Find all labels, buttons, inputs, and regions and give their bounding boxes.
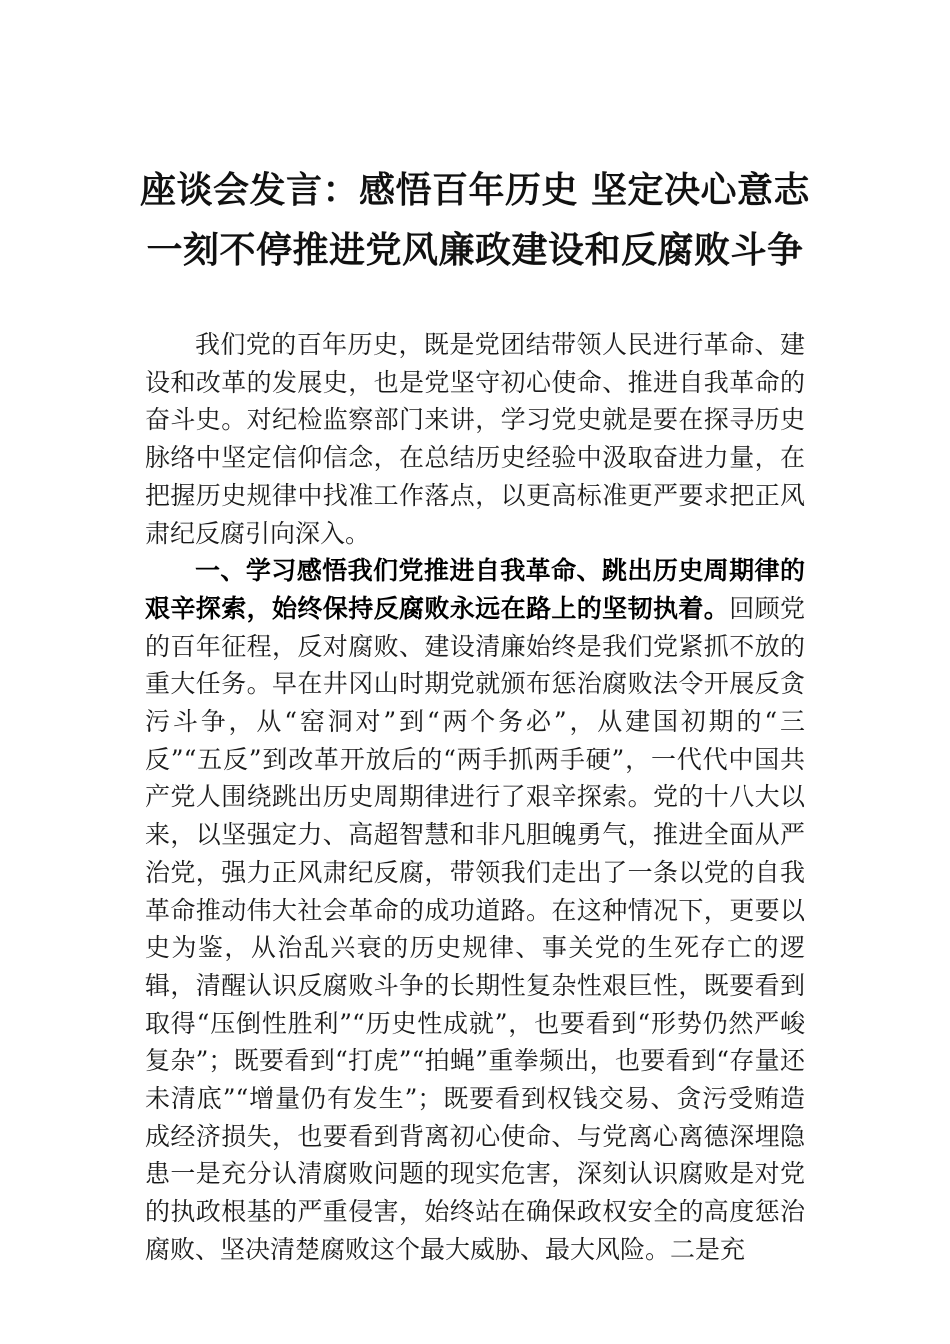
title-line-1: 座谈会发言：感悟百年历史 坚定决心意志 [139, 169, 811, 211]
title-line-2: 一刻不停推进党风廉政建设和反腐败斗争 [146, 229, 804, 271]
intro-paragraph: 我们党的百年历史，既是党团结带领人民进行革命、建设和改革的发展史，也是党坚守初心使命、推进自我革命的奋斗史。对纪检监察部门来讲，学习党史就是要在探寻历史脉络中坚定信仰信念，在总结历史经验中汲取奋进力量，在把握历史规律中找准工作落点，以更高标准更严要求把正风肃纪反腐引向深入。 [145, 330, 805, 548]
section-1-paragraph [145, 552, 805, 1268]
section-1-heading: 一、学习感悟我们党推进自我革命、跳出历史周期律的艰辛探索，始终保持反腐败永远在路上的坚韧执着。 [145, 556, 805, 623]
document-title [100, 160, 850, 280]
section-1-body: 回顾党的百年征程，反对腐败、建设清廉始终是我们党紧抓不放的重大任务。早在井冈山时期党就颁布惩治腐败法令开展反贪污斗争，从“窑洞对”到“两个务必”，从建国初期的“三反”“五反”到改革开放后的“两手抓两手硬”，一代代中国共产党人围绕跳出历史周期律进行了艰辛探索。党的十八大以来，以坚强定力、高超智慧和非凡胆魄勇气，推进全面从严治党，强力正风肃纪反腐，带领我们走出了一条以党的自我革命推动伟大社会革命的成功道路。在这种情况下，更要以史为鉴，从治乱兴衰的历史规律、事关党的生死存亡的逻辑，清醒认识反腐败斗争的长期性复杂性艰巨性，既要看到取得“压倒性胜利”“历史性成就”，也要看到“形势仍然严峻复杂”；既要看到“打虎”“拍蝇”重拳频出，也要看到“存量还未清底”“增量仍有发生”；既要看到权钱交易、贪污受贿造成经济损失，也要看到背离初心使命、与党离心离德深埋隐患一是充分认清腐败问题的现实危害，深刻认识腐败是对党的执政根基的严重侵害，始终站在确保政权安全的高度惩治腐败、坚决清楚腐败这个最大威胁、最大风险。二是充 [145, 593, 805, 1264]
document-body [145, 326, 805, 1269]
